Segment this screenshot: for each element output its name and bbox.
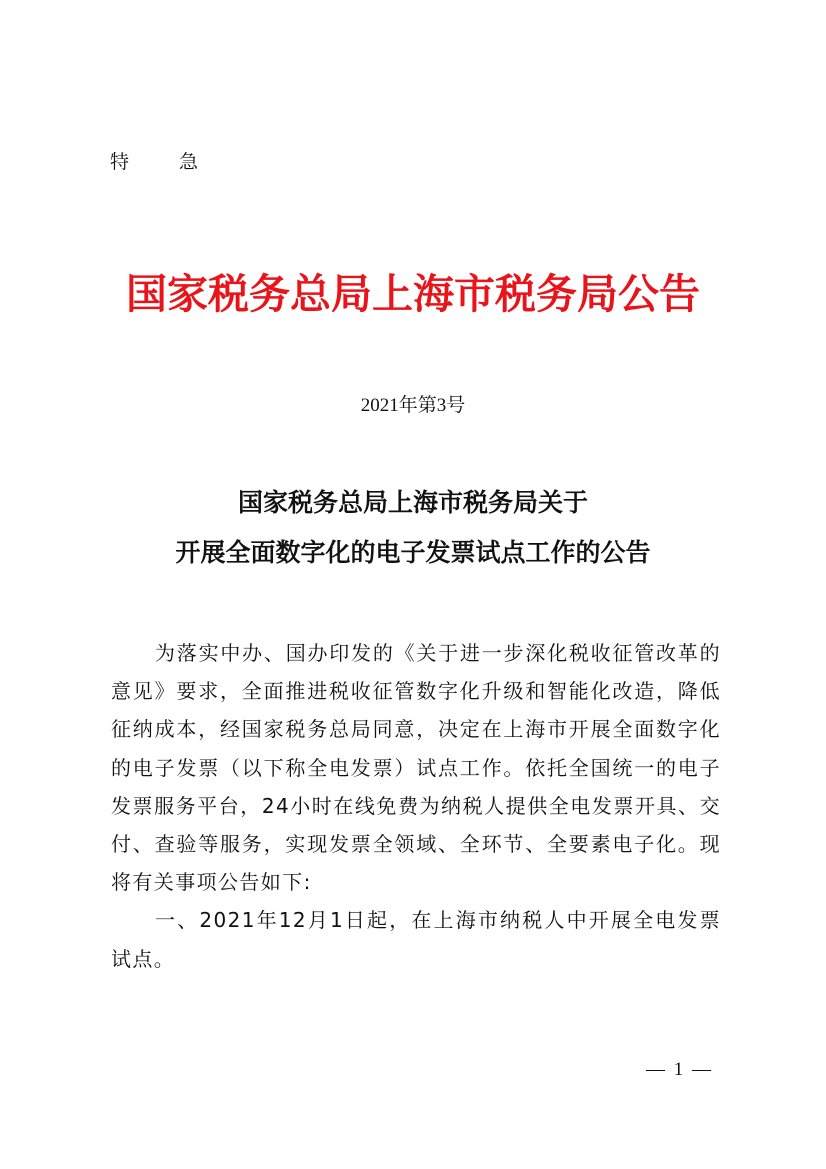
document-number: 2021年第3号 (360, 395, 466, 416)
body-paragraph-item-1: 一、2021年12月1日起，在上海市纳税人中开展全电发票试点。 (111, 908, 721, 971)
title-line-2: 开展全面数字化的电子发票试点工作的公告 (175, 538, 651, 567)
page-number: — 1 — (646, 1059, 713, 1080)
document-body (111, 634, 721, 978)
issuer-heading: 国家税务总局上海市税务局公告 (126, 270, 700, 318)
title-line-1: 国家税务总局上海市税务局关于 (237, 488, 588, 517)
urgency-mark: 特 急 (110, 151, 221, 173)
document-title (0, 478, 826, 578)
body-paragraph-intro: 为落实中办、国办印发的《关于进一步深化税收征管改革的意见》要求，全面推进税收征管数字化升级和智能化改造，降低征纳成本，经国家税务总局同意，决定在上海市开展全面数字化的电子发票（以下称全电发票）试点工作。依托全国统一的电子发票服务平台，24小时在线免费为纳税人提供全电发票开具、交付、查验等服务，实现发票全领域、全环节、全要素电子化。现将有关事项公告如下: (111, 641, 721, 895)
